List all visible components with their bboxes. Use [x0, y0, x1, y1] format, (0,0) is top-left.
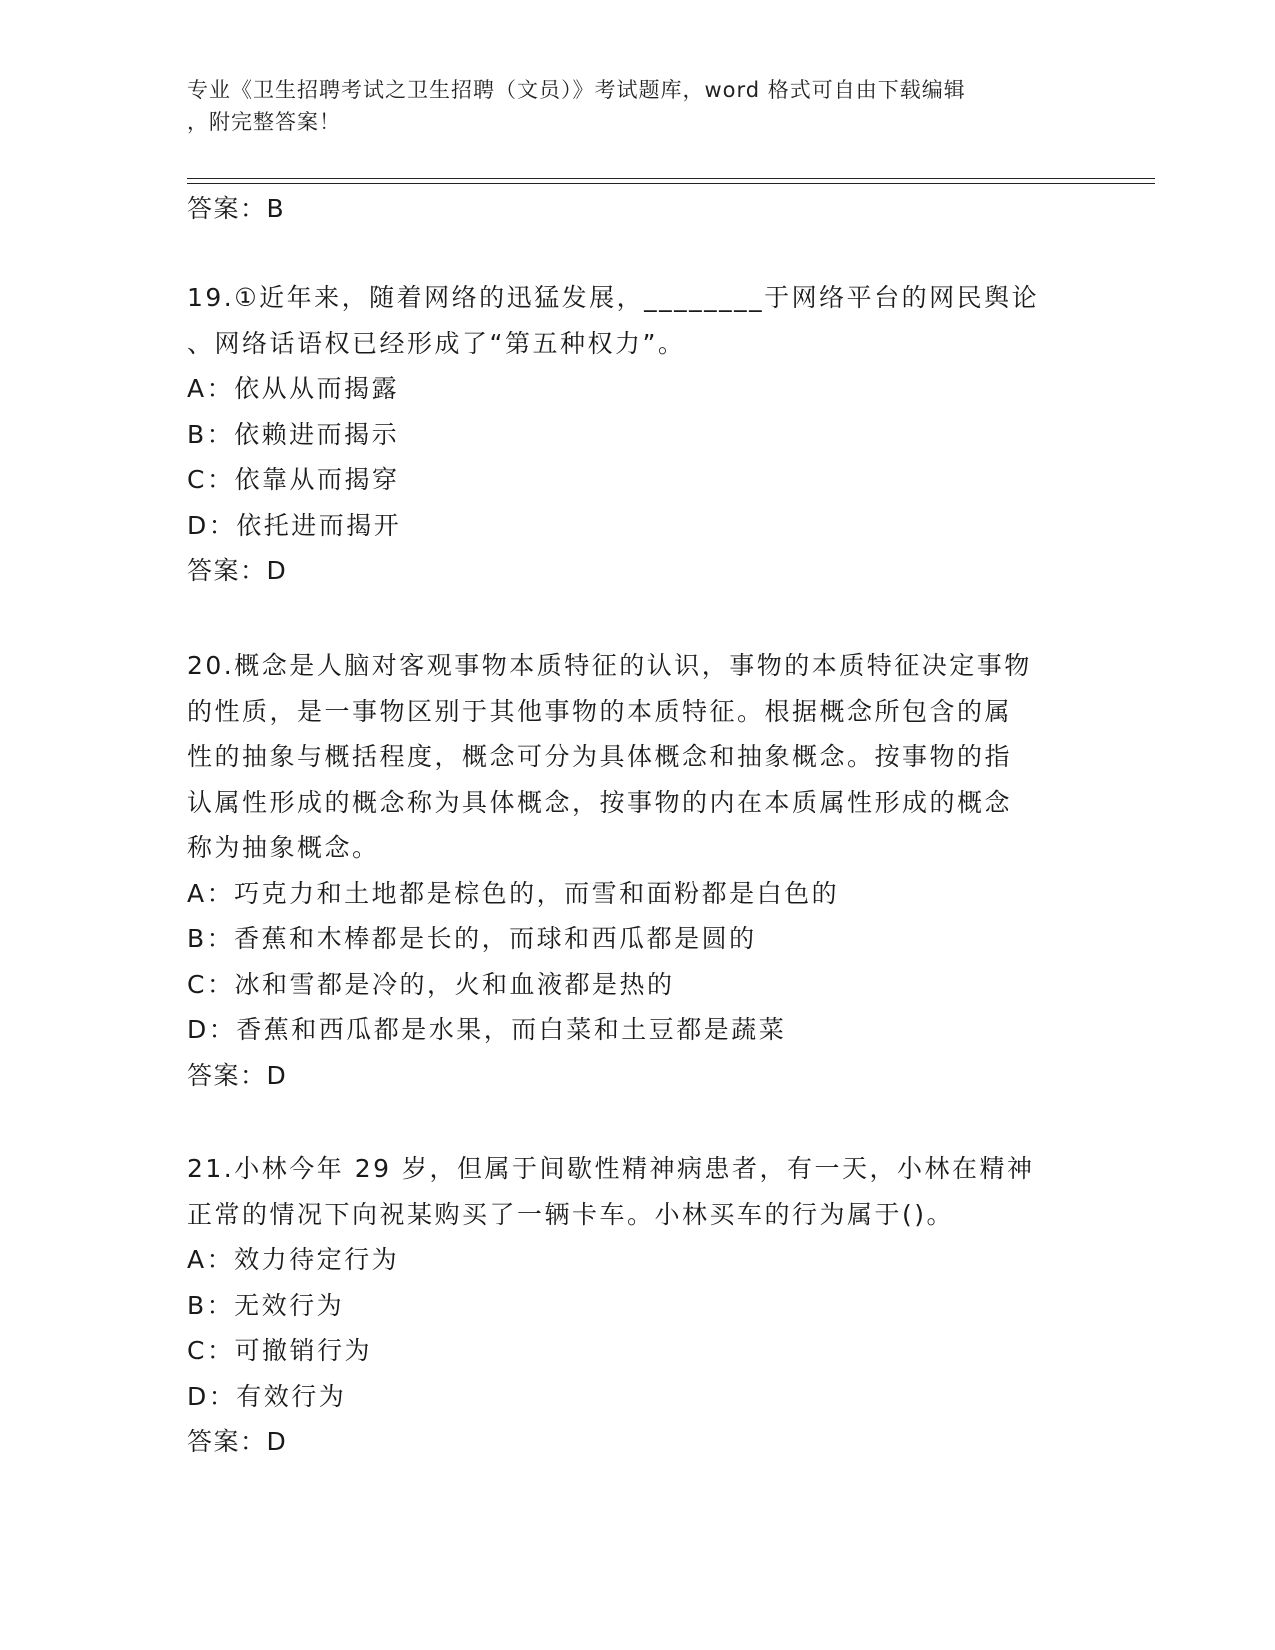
question-stem-line: 正常的情况下向祝某购买了一辆卡车。小林买车的行为属于()。 — [187, 1199, 955, 1229]
header-divider-bottom — [187, 183, 1155, 184]
answer: 答案：D — [187, 556, 288, 585]
question-20 — [187, 643, 1077, 1098]
question-stem-line: 20.概念是人脑对客观事物本质特征的认识，事物的本质特征决定事物 — [187, 651, 1032, 680]
option-b: B：依赖进而揭示 — [187, 419, 400, 449]
question-stem-line: 19.①近年来，随着网络的迅猛发展，________于网络平台的网民舆论 — [187, 283, 1040, 312]
option-a: A：依从从而揭露 — [187, 374, 400, 403]
option-c: C：依靠从而揭穿 — [187, 465, 400, 494]
option-b: B：香蕉和木棒都是长的，而球和西瓜都是圆的 — [187, 924, 757, 953]
question-stem-line: 认属性形成的概念称为具体概念，按事物的内在本质属性形成的概念 — [187, 787, 1013, 817]
option-d: D：有效行为 — [187, 1381, 347, 1411]
option-a: A：巧克力和土地都是棕色的，而雪和面粉都是白色的 — [187, 878, 840, 908]
question-stem-line: 称为抽象概念。 — [187, 833, 380, 862]
question-stem-line: 的性质，是一事物区别于其他事物的本质特征。根据概念所包含的属 — [187, 696, 1013, 726]
answer: 答案：D — [187, 1060, 288, 1090]
option-c: C：可撤销行为 — [187, 1336, 372, 1365]
question-stem-line: 性的抽象与概括程度，概念可分为具体概念和抽象概念。按事物的指 — [187, 742, 1013, 771]
header-line-1: 专业《卫生招聘考试之卫生招聘（文员）》考试题库，word 格式可自由下载编辑 — [187, 78, 966, 102]
option-b: B：无效行为 — [187, 1290, 345, 1320]
previous-answer: 答案：B — [187, 194, 286, 223]
answer: 答案：D — [187, 1427, 288, 1456]
document-header — [187, 74, 1087, 138]
option-c: C：冰和雪都是冷的，火和血液都是热的 — [187, 969, 675, 999]
option-a: A：效力待定行为 — [187, 1245, 400, 1274]
header-line-2: ，附完整答案！ — [187, 110, 341, 134]
option-d: D：依托进而揭开 — [187, 510, 402, 540]
question-19 — [187, 275, 1077, 594]
question-stem-line: 、网络话语权已经形成了“第五种权力”。 — [187, 328, 686, 358]
header-divider-top — [187, 178, 1155, 179]
question-21 — [187, 1146, 1077, 1465]
option-d: D：香蕉和西瓜都是水果，而白菜和土豆都是蔬菜 — [187, 1015, 787, 1044]
previous-answer-block — [187, 186, 1077, 232]
question-stem-line: 21.小林今年 29 岁，但属于间歇性精神病患者，有一天，小林在精神 — [187, 1154, 1035, 1183]
